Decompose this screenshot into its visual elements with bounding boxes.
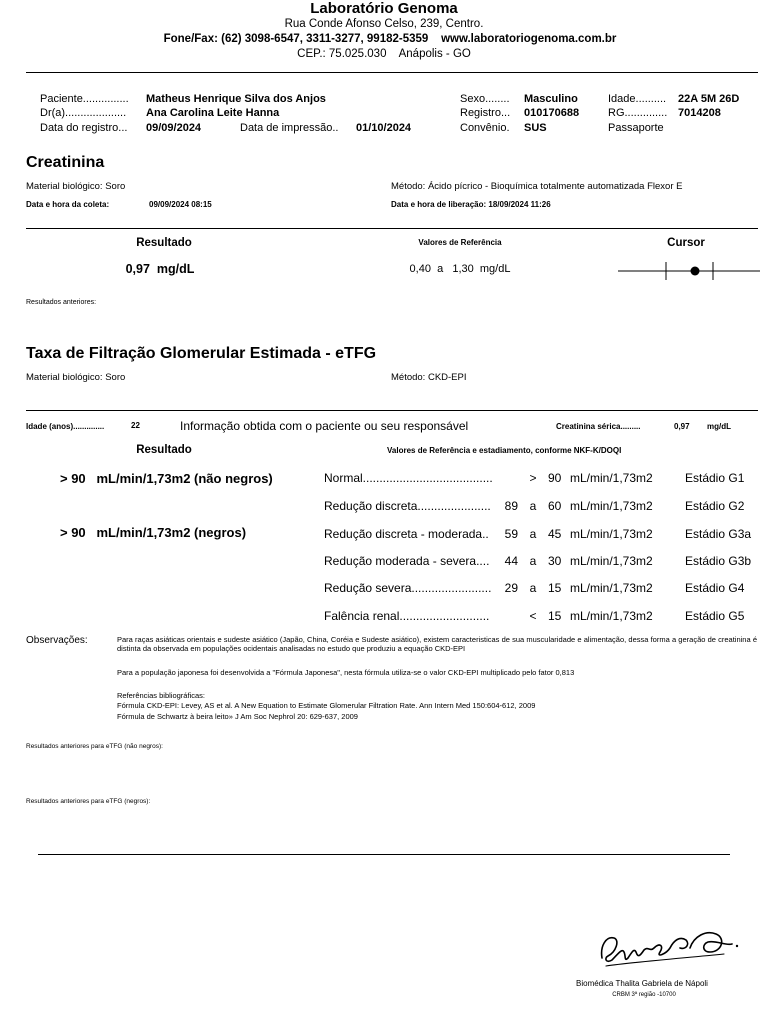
obs-text-1: Para raças asiáticas orientais e sudeste asiático (Japão, China, Coréia e Sudeste asiático), existem caracteristicas de sua muscularidade e alimentação, dessa forma a geração de creatinina é distinta da observada em populações ocidentais analisadas no estudo que produziu a equação CKD-EPI — [117, 635, 757, 653]
liberacao-value: Data e hora de liberação: 18/09/2024 11:26 — [391, 200, 551, 209]
obs-refs-line-2: Fórmula de Schwartz à beira leito» J Am Soc Nephrol 20: 629-637, 2009 — [117, 712, 358, 721]
stage-row-stage: Estádio G1 — [685, 471, 745, 485]
etfg-idade-value: 22 — [131, 421, 140, 430]
impressao-label: Data de impressão.. — [240, 122, 339, 134]
rg-label: RG.............. — [608, 107, 668, 119]
stage-row-sep: > — [529, 471, 537, 485]
idade-label: Idade.......... — [608, 93, 667, 105]
stage-row-stage: Estádio G4 — [685, 581, 745, 595]
stage-row-sep: < — [529, 609, 537, 623]
stage-row-to: 30 — [548, 554, 562, 568]
stage-row-to: 15 — [548, 609, 562, 623]
etfg-result-negros: > 90 mL/min/1,73m2 (negros) — [60, 525, 247, 540]
stage-row-label: Normal....................................... — [324, 471, 493, 485]
etfg-material: Material biológico: Soro — [26, 372, 126, 383]
registro-value: 010170688 — [524, 107, 580, 119]
etfg-title: Taxa de Filtração Glomerular Estimada - eTFG — [26, 345, 377, 362]
creatinina-referencia-header: Valores de Referência — [418, 238, 502, 247]
creatinina-title: Creatinina — [26, 154, 105, 171]
lab-cep: CEP.: 75.025.030 Anápolis - GO — [297, 48, 471, 60]
etfg-info: Informação obtida com o paciente ou seu responsável — [180, 419, 469, 433]
creatinina-material: Material biológico: Soro — [26, 181, 126, 192]
stage-row-unit: mL/min/1,73m2 — [570, 499, 653, 513]
stage-row-from: 29 — [504, 581, 518, 595]
stage-row-label: Redução severa........................ — [324, 581, 492, 595]
obs-refs-line-1: Fórmula CKD-EPI: Levey, AS et al. A New Equation to Estimate Glomerular Filtration Rate. Ann Intern Med 150:604-612, 2009 — [117, 701, 536, 710]
etfg-anteriores-nao-negros: Resultados anteriores para eTFG (não negros): — [26, 743, 163, 750]
stage-row-unit: mL/min/1,73m2 — [570, 554, 653, 568]
creatinina-metodo: Método: Ácido pícrico - Bioquímica totalmente automatizada Flexor E — [391, 181, 683, 192]
stage-row-unit: mL/min/1,73m2 — [570, 471, 653, 485]
etfg-anteriores-negros: Resultados anteriores para eTFG (negros): — [26, 798, 151, 805]
sexo-label: Sexo........ — [460, 93, 510, 105]
convenio-value: SUS — [524, 122, 547, 134]
registro-label: Registro... — [460, 107, 511, 119]
stage-row-stage: Estádio G5 — [685, 609, 745, 623]
idade-value: 22A 5M 26D — [678, 93, 740, 105]
etfg-idade-label: Idade (anos).............. — [26, 422, 105, 431]
stage-row-label: Redução discreta - moderada.. — [324, 527, 489, 541]
dr-value: Ana Carolina Leite Hanna — [146, 107, 280, 119]
stage-row-sep: a — [529, 499, 537, 513]
etfg-referencia-header: Valores de Referência e estadiamento, conforme NKF-K/DOQI — [387, 446, 622, 455]
etfg-creat-value: 0,97 — [674, 422, 690, 431]
creatinina-resultado: 0,97 mg/dL — [125, 262, 195, 276]
stage-row-stage: Estádio G3a — [685, 527, 752, 541]
stage-row-sep: a — [529, 554, 537, 568]
impressao-value: 01/10/2024 — [356, 122, 412, 134]
dr-label: Dr(a).................... — [40, 107, 127, 119]
etfg-result-nao-negros: > 90 mL/min/1,73m2 (não negros) — [60, 471, 273, 486]
stage-row-label: Falência renal........................... — [324, 609, 490, 623]
signature-crbm: CRBM 3ª região -10700 — [612, 992, 676, 998]
etfg-divider — [26, 410, 758, 411]
footer-divider — [38, 854, 730, 855]
stage-row-sep: a — [529, 581, 537, 595]
stage-row-from: 59 — [504, 527, 518, 541]
etfg-resultado-header: Resultado — [136, 444, 192, 456]
stage-row-from: 44 — [504, 554, 518, 568]
stage-row-stage: Estádio G2 — [685, 499, 745, 513]
creatinina-referencia: 0,40 a 1,30 mg/dL — [409, 263, 511, 275]
coleta-value: 09/09/2024 08:15 — [149, 200, 212, 209]
convenio-label: Convênio. — [460, 122, 510, 134]
registro-data-label: Data do registro... — [40, 122, 128, 134]
stage-row-stage: Estádio G3b — [685, 554, 752, 568]
paciente-value: Matheus Henrique Silva dos Anjos — [146, 93, 326, 105]
rg-value: 7014208 — [678, 107, 721, 119]
cursor-header: Cursor — [667, 237, 705, 249]
sexo-value: Masculino — [524, 93, 578, 105]
stage-row-to: 15 — [548, 581, 562, 595]
stage-row-to: 90 — [548, 471, 562, 485]
registro-data-value: 09/09/2024 — [146, 122, 202, 134]
cursor-marker — [691, 267, 700, 276]
lab-name: Laboratório Genoma — [310, 0, 458, 17]
header-divider — [26, 72, 758, 73]
lab-address: Rua Conde Afonso Celso, 239, Centro. — [284, 18, 484, 30]
creatinina-anteriores: Resultados anteriores: — [26, 299, 97, 306]
signature-image — [594, 918, 742, 980]
passaporte-label: Passaporte — [608, 122, 664, 134]
obs-refs-title: Referências bibliográficas: — [117, 691, 205, 700]
signature-name: Biomédica Thalita Gabriela de Nápoli — [576, 979, 708, 988]
creatinina-divider — [26, 228, 758, 229]
paciente-label: Paciente............... — [40, 93, 129, 105]
coleta-label: Data e hora da coleta: — [26, 200, 110, 209]
stage-row-unit: mL/min/1,73m2 — [570, 581, 653, 595]
stage-row-to: 45 — [548, 527, 562, 541]
result-cursor-scale — [616, 260, 762, 282]
lab-contact: Fone/Fax: (62) 3098-6547, 3311-3277, 99182-5359 www.laboratoriogenoma.com.br — [163, 33, 617, 45]
stage-row-to: 60 — [548, 499, 562, 513]
stage-row-unit: mL/min/1,73m2 — [570, 609, 653, 623]
creatinina-resultado-header: Resultado — [136, 237, 192, 249]
stage-row-label: Redução moderada - severa.... — [324, 554, 490, 568]
etfg-creat-label: Creatinina sérica......... — [556, 422, 641, 431]
stage-row-label: Redução discreta...................... — [324, 499, 491, 513]
stage-row-sep: a — [529, 527, 537, 541]
obs-text-2: Para a população japonesa foi desenvolvida a "Fórmula Japonesa", nesta fórmula utiliza-se o valor CKD-EPI multiplicado pelo fator 0,813 — [117, 668, 575, 677]
etfg-metodo: Método: CKD-EPI — [391, 372, 467, 383]
etfg-creat-unit: mg/dL — [707, 422, 731, 431]
stage-row-from: 89 — [504, 499, 518, 513]
obs-label: Observações: — [26, 635, 88, 646]
stage-row-unit: mL/min/1,73m2 — [570, 527, 653, 541]
